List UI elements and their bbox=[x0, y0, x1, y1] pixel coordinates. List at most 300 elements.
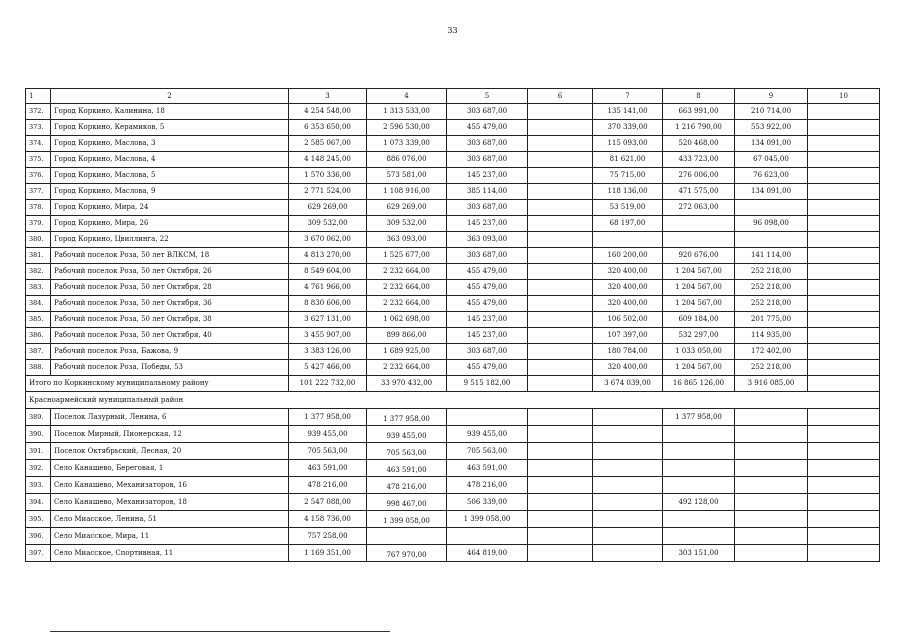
col-4-value: 1 399 058,00 bbox=[367, 511, 447, 528]
col-3-value: 705 563,00 bbox=[289, 443, 367, 460]
col-5-value: 506 339,00 bbox=[447, 494, 528, 511]
col-9-value bbox=[735, 545, 808, 562]
col-9-value bbox=[735, 511, 808, 528]
col-8-value: 1 204 567,00 bbox=[663, 280, 735, 296]
table-row bbox=[26, 216, 880, 232]
col-8-value: 303 151,00 bbox=[663, 545, 735, 562]
row-number: 373. bbox=[26, 120, 51, 136]
col-3-value: 1 169 351,00 bbox=[289, 545, 367, 562]
col-6-value bbox=[528, 248, 593, 264]
col-9-value: 252 218,00 bbox=[735, 264, 808, 280]
col-3-value: 4 148 245,00 bbox=[289, 152, 367, 168]
col-8-value: 609 184,00 bbox=[663, 312, 735, 328]
table-row bbox=[26, 511, 880, 528]
col-9-value: 67 045,00 bbox=[735, 152, 808, 168]
col-7-value: 320 400,00 bbox=[593, 296, 663, 312]
col-6-value bbox=[528, 168, 593, 184]
page-number: 33 bbox=[447, 26, 458, 35]
table-row bbox=[26, 528, 880, 545]
col-7-value: 320 400,00 bbox=[593, 264, 663, 280]
col-4-value: 309 532,00 bbox=[367, 216, 447, 232]
col-8-value: 920 676,00 bbox=[663, 248, 735, 264]
col-6-value bbox=[528, 528, 593, 545]
col-8-value: 520 468,00 bbox=[663, 136, 735, 152]
col-4-value: 629 269,00 bbox=[367, 200, 447, 216]
row-number: 391. bbox=[26, 443, 51, 460]
col-7-value: 135 141,00 bbox=[593, 104, 663, 120]
table-row bbox=[26, 200, 880, 216]
address: Поселок Октябрьский, Лесная, 20 bbox=[51, 443, 289, 460]
col-3-value: 5 427 466,00 bbox=[289, 360, 367, 376]
address: Город Коркино, Мира, 26 bbox=[51, 216, 289, 232]
col-5-value: 303 687,00 bbox=[447, 248, 528, 264]
col-3-value: 3 670 062,00 bbox=[289, 232, 367, 248]
col-3-value: 1 570 336,00 bbox=[289, 168, 367, 184]
col-3-value: 2 585 067,00 bbox=[289, 136, 367, 152]
col-5-value: 455 479,00 bbox=[447, 120, 528, 136]
row-number: 375. bbox=[26, 152, 51, 168]
row-number: 382. bbox=[26, 264, 51, 280]
col-5-value: 145 237,00 bbox=[447, 168, 528, 184]
row-number: 385. bbox=[26, 312, 51, 328]
col-9-value: 252 218,00 bbox=[735, 296, 808, 312]
col-8-value: 663 991,00 bbox=[663, 104, 735, 120]
col-7-value bbox=[593, 232, 663, 248]
total-label: Итого по Коркинскому муниципальному району bbox=[26, 376, 289, 392]
table-row bbox=[26, 296, 880, 312]
col-4-value: 2 596 530,00 bbox=[367, 120, 447, 136]
table-row bbox=[26, 328, 880, 344]
col-4-value: 1 062 698,00 bbox=[367, 312, 447, 328]
col-6-value bbox=[528, 511, 593, 528]
table-row bbox=[26, 136, 880, 152]
row-number: 389. bbox=[26, 409, 51, 426]
col-7-value: 320 400,00 bbox=[593, 280, 663, 296]
col-5-value: 145 237,00 bbox=[447, 216, 528, 232]
col-4-value: 463 591,00 bbox=[367, 460, 447, 477]
table-row bbox=[26, 104, 880, 120]
header-cell: 5 bbox=[447, 89, 528, 104]
col-8-value bbox=[663, 477, 735, 494]
col-9-value: 76 623,00 bbox=[735, 168, 808, 184]
header-cell: 8 bbox=[663, 89, 735, 104]
col-3-value: 3 455 907,00 bbox=[289, 328, 367, 344]
total-c3: 101 222 732,00 bbox=[289, 376, 367, 392]
table-row bbox=[26, 477, 880, 494]
col-10-value bbox=[808, 280, 880, 296]
col-5-value: 463 591,00 bbox=[447, 460, 528, 477]
col-7-value: 81 621,00 bbox=[593, 152, 663, 168]
col-8-value: 1 216 790,00 bbox=[663, 120, 735, 136]
col-4-value: 1 108 916,00 bbox=[367, 184, 447, 200]
header-row bbox=[26, 89, 880, 104]
table-row bbox=[26, 312, 880, 328]
col-10-value bbox=[808, 184, 880, 200]
header-cell: 6 bbox=[528, 89, 593, 104]
col-7-value: 75 715,00 bbox=[593, 168, 663, 184]
table-row bbox=[26, 120, 880, 136]
col-7-value bbox=[593, 443, 663, 460]
col-10-value bbox=[808, 312, 880, 328]
col-4-value: 478 216,00 bbox=[367, 477, 447, 494]
table-row bbox=[26, 360, 880, 376]
row-number: 397. bbox=[26, 545, 51, 562]
total-row bbox=[26, 376, 880, 392]
total-c6 bbox=[528, 376, 593, 392]
col-10-value bbox=[808, 511, 880, 528]
col-9-value: 210 714,00 bbox=[735, 104, 808, 120]
col-4-value: 573 581,00 bbox=[367, 168, 447, 184]
col-8-value bbox=[663, 528, 735, 545]
col-6-value bbox=[528, 545, 593, 562]
address: Село Канашево, Механизаторов, 18 bbox=[51, 494, 289, 511]
header-cell: 2 bbox=[51, 89, 289, 104]
col-4-value: 2 232 664,00 bbox=[367, 280, 447, 296]
col-10-value bbox=[808, 200, 880, 216]
address: Город Коркино, Маслова, 3 bbox=[51, 136, 289, 152]
header-cell: 10 bbox=[808, 89, 880, 104]
col-5-value: 455 479,00 bbox=[447, 296, 528, 312]
col-6-value bbox=[528, 216, 593, 232]
address: Поселок Лазурный, Ленина, 6 bbox=[51, 409, 289, 426]
row-number: 376. bbox=[26, 168, 51, 184]
address: Рабочий поселок Роза, 50 лет Октября, 28 bbox=[51, 280, 289, 296]
address: Село Миасское, Ленина, 51 bbox=[51, 511, 289, 528]
col-4-value: 1 525 677,00 bbox=[367, 248, 447, 264]
table-row bbox=[26, 152, 880, 168]
col-8-value bbox=[663, 426, 735, 443]
col-8-value: 492 128,00 bbox=[663, 494, 735, 511]
total-c4: 33 970 432,00 bbox=[367, 376, 447, 392]
col-10-value bbox=[808, 168, 880, 184]
col-3-value: 939 455,00 bbox=[289, 426, 367, 443]
row-number: 379. bbox=[26, 216, 51, 232]
col-10-value bbox=[808, 545, 880, 562]
col-10-value bbox=[808, 248, 880, 264]
address: Город Коркино, Калинина, 18 bbox=[51, 104, 289, 120]
col-9-value bbox=[735, 528, 808, 545]
address: Город Коркино, Мира, 24 bbox=[51, 200, 289, 216]
address: Село Канашево, Береговая, 1 bbox=[51, 460, 289, 477]
col-7-value: 160 200,00 bbox=[593, 248, 663, 264]
col-10-value bbox=[808, 494, 880, 511]
col-3-value: 1 377 958,00 bbox=[289, 409, 367, 426]
total-c5: 9 515 182,00 bbox=[447, 376, 528, 392]
address: Село Миасское, Мира, 11 bbox=[51, 528, 289, 545]
col-3-value: 2 771 524,00 bbox=[289, 184, 367, 200]
col-5-value: 705 563,00 bbox=[447, 443, 528, 460]
col-6-value bbox=[528, 360, 593, 376]
col-6-value bbox=[528, 443, 593, 460]
table-row bbox=[26, 264, 880, 280]
col-8-value bbox=[663, 443, 735, 460]
col-7-value: 180 784,00 bbox=[593, 344, 663, 360]
col-4-value: 2 232 664,00 bbox=[367, 296, 447, 312]
col-3-value: 4 254 548,00 bbox=[289, 104, 367, 120]
col-9-value: 172 402,00 bbox=[735, 344, 808, 360]
header-cell: 7 bbox=[593, 89, 663, 104]
col-9-value: 134 091,00 bbox=[735, 136, 808, 152]
address: Село Миасское, Спортивная, 11 bbox=[51, 545, 289, 562]
footnote-divider bbox=[50, 631, 390, 632]
region-heading: Красноармейский муниципальный район bbox=[26, 392, 880, 409]
col-5-value: 385 114,00 bbox=[447, 184, 528, 200]
col-7-value bbox=[593, 477, 663, 494]
col-6-value bbox=[528, 296, 593, 312]
col-4-value: 363 093,00 bbox=[367, 232, 447, 248]
col-5-value: 455 479,00 bbox=[447, 280, 528, 296]
col-5-value: 303 687,00 bbox=[447, 152, 528, 168]
col-7-value: 106 502,00 bbox=[593, 312, 663, 328]
table-row bbox=[26, 409, 880, 426]
col-7-value: 53 519,00 bbox=[593, 200, 663, 216]
table-row bbox=[26, 460, 880, 477]
col-4-value bbox=[367, 528, 447, 545]
col-3-value: 463 591,00 bbox=[289, 460, 367, 477]
col-7-value bbox=[593, 460, 663, 477]
table-row bbox=[26, 168, 880, 184]
col-5-value: 363 093,00 bbox=[447, 232, 528, 248]
col-10-value bbox=[808, 136, 880, 152]
total-c7: 3 674 039,00 bbox=[593, 376, 663, 392]
col-9-value bbox=[735, 477, 808, 494]
address: Рабочий поселок Роза, 50 лет Октября, 40 bbox=[51, 328, 289, 344]
col-7-value: 107 397,00 bbox=[593, 328, 663, 344]
col-9-value bbox=[735, 409, 808, 426]
col-7-value bbox=[593, 545, 663, 562]
header-cell: 1 bbox=[26, 89, 51, 104]
col-10-value bbox=[808, 360, 880, 376]
col-10-value bbox=[808, 104, 880, 120]
col-5-value: 303 687,00 bbox=[447, 104, 528, 120]
col-3-value: 4 761 966,00 bbox=[289, 280, 367, 296]
row-number: 383. bbox=[26, 280, 51, 296]
col-3-value: 8 830 606,00 bbox=[289, 296, 367, 312]
col-6-value bbox=[528, 460, 593, 477]
col-8-value: 532 297,00 bbox=[663, 328, 735, 344]
address: Рабочий поселок Роза, 50 лет Октября, 36 bbox=[51, 296, 289, 312]
table-row bbox=[26, 184, 880, 200]
col-10-value bbox=[808, 152, 880, 168]
address: Рабочий поселок Роза, 50 лет ВЛКСМ, 18 bbox=[51, 248, 289, 264]
col-7-value: 118 136,00 bbox=[593, 184, 663, 200]
col-8-value bbox=[663, 511, 735, 528]
col-6-value bbox=[528, 477, 593, 494]
col-8-value bbox=[663, 460, 735, 477]
row-number: 393. bbox=[26, 477, 51, 494]
col-10-value bbox=[808, 477, 880, 494]
col-8-value: 1 204 567,00 bbox=[663, 360, 735, 376]
col-8-value: 471 575,00 bbox=[663, 184, 735, 200]
col-6-value bbox=[528, 312, 593, 328]
col-6-value bbox=[528, 232, 593, 248]
col-5-value: 1 399 058,00 bbox=[447, 511, 528, 528]
row-number: 372. bbox=[26, 104, 51, 120]
col-8-value bbox=[663, 232, 735, 248]
col-5-value: 478 216,00 bbox=[447, 477, 528, 494]
col-5-value: 145 237,00 bbox=[447, 312, 528, 328]
col-6-value bbox=[528, 328, 593, 344]
col-8-value bbox=[663, 216, 735, 232]
address: Поселок Мирный, Пионерская, 12 bbox=[51, 426, 289, 443]
table-row bbox=[26, 280, 880, 296]
col-10-value bbox=[808, 409, 880, 426]
col-3-value: 2 547 088,00 bbox=[289, 494, 367, 511]
col-8-value: 1 033 050,00 bbox=[663, 344, 735, 360]
col-5-value: 303 687,00 bbox=[447, 200, 528, 216]
address: Город Коркино, Маслова, 4 bbox=[51, 152, 289, 168]
col-6-value bbox=[528, 494, 593, 511]
region-row bbox=[26, 392, 880, 409]
col-4-value: 939 455,00 bbox=[367, 426, 447, 443]
col-9-value: 96 098,00 bbox=[735, 216, 808, 232]
col-6-value bbox=[528, 152, 593, 168]
col-7-value bbox=[593, 409, 663, 426]
col-6-value bbox=[528, 120, 593, 136]
row-number: 386. bbox=[26, 328, 51, 344]
col-4-value: 1 313 533,00 bbox=[367, 104, 447, 120]
address: Город Коркино, Керамиков, 5 bbox=[51, 120, 289, 136]
col-8-value: 1 204 567,00 bbox=[663, 264, 735, 280]
table-row bbox=[26, 232, 880, 248]
table-row bbox=[26, 443, 880, 460]
row-number: 377. bbox=[26, 184, 51, 200]
address: Город Коркино, Маслова, 5 bbox=[51, 168, 289, 184]
col-7-value: 115 093,00 bbox=[593, 136, 663, 152]
row-number: 394. bbox=[26, 494, 51, 511]
row-number: 387. bbox=[26, 344, 51, 360]
total-c10 bbox=[808, 376, 880, 392]
col-3-value: 309 532,00 bbox=[289, 216, 367, 232]
col-9-value: 252 218,00 bbox=[735, 280, 808, 296]
col-10-value bbox=[808, 344, 880, 360]
row-number: 390. bbox=[26, 426, 51, 443]
address: Село Канашево, Механизаторов, 16 bbox=[51, 477, 289, 494]
col-10-value bbox=[808, 264, 880, 280]
row-number: 388. bbox=[26, 360, 51, 376]
row-number: 378. bbox=[26, 200, 51, 216]
col-4-value: 2 232 664,00 bbox=[367, 264, 447, 280]
table-row bbox=[26, 344, 880, 360]
table-row bbox=[26, 545, 880, 562]
col-7-value bbox=[593, 528, 663, 545]
col-9-value: 114 935,00 bbox=[735, 328, 808, 344]
address: Рабочий поселок Роза, 50 лет Октября, 26 bbox=[51, 264, 289, 280]
col-3-value: 8 549 604,00 bbox=[289, 264, 367, 280]
col-9-value bbox=[735, 232, 808, 248]
col-10-value bbox=[808, 120, 880, 136]
col-9-value: 141 114,00 bbox=[735, 248, 808, 264]
col-5-value: 303 687,00 bbox=[447, 136, 528, 152]
row-number: 396. bbox=[26, 528, 51, 545]
total-c8: 16 865 126,00 bbox=[663, 376, 735, 392]
col-4-value: 899 866,00 bbox=[367, 328, 447, 344]
header-cell: 3 bbox=[289, 89, 367, 104]
col-8-value: 1 377 958,00 bbox=[663, 409, 735, 426]
col-6-value bbox=[528, 409, 593, 426]
col-5-value: 939 455,00 bbox=[447, 426, 528, 443]
col-8-value: 433 723,00 bbox=[663, 152, 735, 168]
col-7-value: 68 197,00 bbox=[593, 216, 663, 232]
col-10-value bbox=[808, 216, 880, 232]
col-4-value: 2 232 664,00 bbox=[367, 360, 447, 376]
col-3-value: 478 216,00 bbox=[289, 477, 367, 494]
register-table bbox=[25, 88, 880, 562]
col-6-value bbox=[528, 136, 593, 152]
col-9-value bbox=[735, 426, 808, 443]
col-4-value: 1 073 339,00 bbox=[367, 136, 447, 152]
col-9-value: 201 775,00 bbox=[735, 312, 808, 328]
col-6-value bbox=[528, 426, 593, 443]
row-number: 381. bbox=[26, 248, 51, 264]
col-10-value bbox=[808, 328, 880, 344]
col-9-value: 252 218,00 bbox=[735, 360, 808, 376]
row-number: 384. bbox=[26, 296, 51, 312]
col-7-value: 370 339,00 bbox=[593, 120, 663, 136]
col-10-value bbox=[808, 426, 880, 443]
col-10-value bbox=[808, 296, 880, 312]
col-9-value bbox=[735, 443, 808, 460]
col-10-value bbox=[808, 443, 880, 460]
col-5-value: 455 479,00 bbox=[447, 264, 528, 280]
col-9-value bbox=[735, 494, 808, 511]
col-5-value bbox=[447, 528, 528, 545]
col-8-value: 1 204 567,00 bbox=[663, 296, 735, 312]
col-4-value: 1 689 925,00 bbox=[367, 344, 447, 360]
address: Город Коркино, Маслова, 9 bbox=[51, 184, 289, 200]
col-6-value bbox=[528, 264, 593, 280]
col-9-value bbox=[735, 200, 808, 216]
col-7-value bbox=[593, 494, 663, 511]
col-8-value: 276 006,00 bbox=[663, 168, 735, 184]
address: Рабочий поселок Роза, Победы, 53 bbox=[51, 360, 289, 376]
col-4-value: 998 467,00 bbox=[367, 494, 447, 511]
col-6-value bbox=[528, 200, 593, 216]
col-4-value: 886 076,00 bbox=[367, 152, 447, 168]
col-7-value bbox=[593, 426, 663, 443]
col-10-value bbox=[808, 528, 880, 545]
col-3-value: 3 627 131,00 bbox=[289, 312, 367, 328]
col-3-value: 629 269,00 bbox=[289, 200, 367, 216]
col-9-value bbox=[735, 460, 808, 477]
col-3-value: 4 813 270,00 bbox=[289, 248, 367, 264]
col-5-value: 464 819,00 bbox=[447, 545, 528, 562]
col-4-value: 1 377 958,00 bbox=[367, 409, 447, 426]
col-7-value bbox=[593, 511, 663, 528]
col-3-value: 4 158 736,00 bbox=[289, 511, 367, 528]
header-cell: 9 bbox=[735, 89, 808, 104]
row-number: 395. bbox=[26, 511, 51, 528]
address: Город Коркино, Цвиллинга, 22 bbox=[51, 232, 289, 248]
col-6-value bbox=[528, 184, 593, 200]
col-3-value: 3 383 126,00 bbox=[289, 344, 367, 360]
col-5-value: 303 687,00 bbox=[447, 344, 528, 360]
row-number: 392. bbox=[26, 460, 51, 477]
col-5-value: 145 237,00 bbox=[447, 328, 528, 344]
table-row bbox=[26, 426, 880, 443]
col-6-value bbox=[528, 104, 593, 120]
col-9-value: 553 922,00 bbox=[735, 120, 808, 136]
col-5-value: 455 479,00 bbox=[447, 360, 528, 376]
col-7-value: 320 400,00 bbox=[593, 360, 663, 376]
col-10-value bbox=[808, 232, 880, 248]
row-number: 380. bbox=[26, 232, 51, 248]
total-c9: 3 916 085,00 bbox=[735, 376, 808, 392]
table-row bbox=[26, 494, 880, 511]
col-3-value: 6 353 650,00 bbox=[289, 120, 367, 136]
col-4-value: 705 563,00 bbox=[367, 443, 447, 460]
address: Рабочий поселок Роза, 50 лет Октября, 38 bbox=[51, 312, 289, 328]
